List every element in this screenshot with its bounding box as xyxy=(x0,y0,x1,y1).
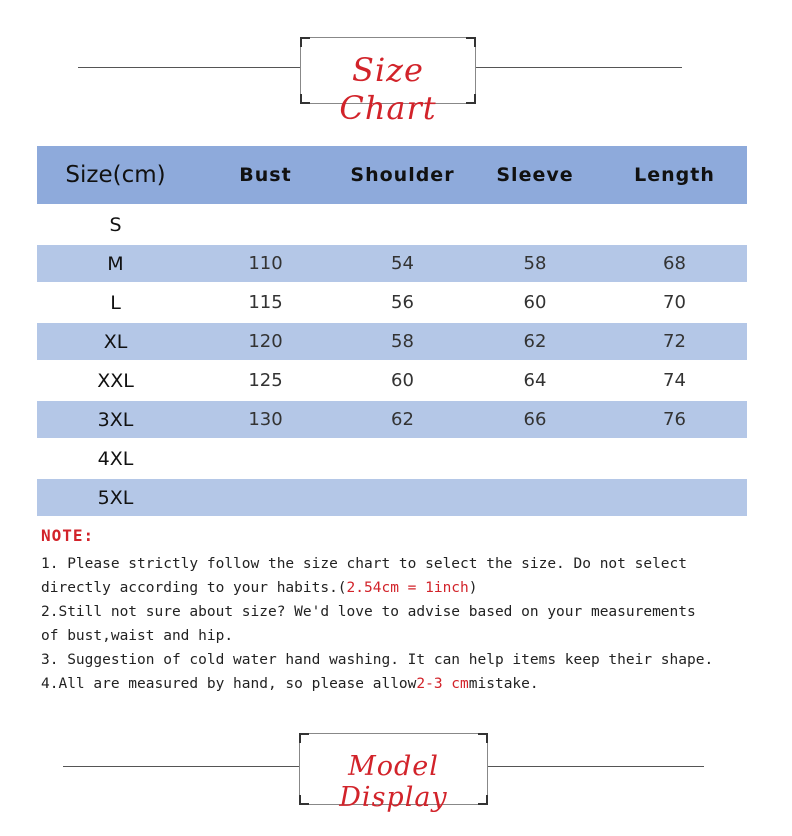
notes-section xyxy=(41,524,761,696)
note-1-line-1: 1. Please strictly follow the size chart to select the size. Do not select xyxy=(41,556,688,572)
divider-right xyxy=(476,67,682,68)
sleeve-cell: 60 xyxy=(468,283,602,322)
length-cell xyxy=(602,205,747,244)
bust-cell: 125 xyxy=(194,361,337,400)
length-cell: 74 xyxy=(602,361,747,400)
table-row xyxy=(37,322,747,361)
sleeve-cell xyxy=(468,439,602,478)
size-cell: XL xyxy=(37,322,194,361)
column-header-shoulder: Shoulder xyxy=(337,146,468,205)
bust-cell xyxy=(194,478,337,516)
divider-left xyxy=(78,67,300,68)
size-chart-title-box xyxy=(300,37,476,127)
length-cell: 76 xyxy=(602,400,747,439)
bust-cell xyxy=(194,439,337,478)
note-4-tolerance: 2-3 cm xyxy=(416,676,469,692)
bust-cell xyxy=(194,205,337,244)
size-cell: 4XL xyxy=(37,439,194,478)
shoulder-cell xyxy=(337,439,468,478)
sleeve-cell: 64 xyxy=(468,361,602,400)
sleeve-cell: 58 xyxy=(468,244,602,283)
size-cell: M xyxy=(37,244,194,283)
sleeve-cell: 66 xyxy=(468,400,602,439)
bust-cell: 130 xyxy=(194,400,337,439)
shoulder-cell xyxy=(337,478,468,516)
model-display-title-box xyxy=(299,733,488,813)
notes-heading: NOTE: xyxy=(41,526,95,545)
size-cell: 3XL xyxy=(37,400,194,439)
column-header-size: Size(cm) xyxy=(37,146,194,205)
note-2-line-2: of bust,waist and hip. xyxy=(41,628,234,644)
table-row xyxy=(37,283,747,322)
note-1-line-2 xyxy=(41,576,761,600)
table-header xyxy=(37,146,747,205)
table-row xyxy=(37,439,747,478)
table-row xyxy=(37,244,747,283)
sleeve-cell xyxy=(468,478,602,516)
note-4-end: mistake. xyxy=(468,676,539,692)
page-title: Size Chart xyxy=(339,51,437,127)
shoulder-cell xyxy=(337,205,468,244)
size-cell: 5XL xyxy=(37,478,194,516)
bust-cell: 110 xyxy=(194,244,337,283)
note-1-close: ) xyxy=(468,580,478,596)
shoulder-cell: 62 xyxy=(337,400,468,439)
bust-cell: 115 xyxy=(194,283,337,322)
section-title: Model Display xyxy=(339,751,448,813)
sleeve-cell: 62 xyxy=(468,322,602,361)
note-3: 3. Suggestion of cold water hand washing. It can help items keep their shape. xyxy=(41,652,714,668)
shoulder-cell: 58 xyxy=(337,322,468,361)
size-cell: L xyxy=(37,283,194,322)
shoulder-cell: 54 xyxy=(337,244,468,283)
bust-cell: 120 xyxy=(194,322,337,361)
divider-left xyxy=(63,766,299,767)
note-1-conversion: 2.54cm = 1inch xyxy=(346,580,469,596)
sleeve-cell xyxy=(468,205,602,244)
length-cell xyxy=(602,478,747,516)
note-2-line-1: 2.Still not sure about size? We'd love to advise based on your measurements xyxy=(41,604,696,620)
note-4 xyxy=(41,672,761,696)
note-4-text: 4.All are measured by hand, so please allow xyxy=(41,676,417,692)
shoulder-cell: 56 xyxy=(337,283,468,322)
divider-right xyxy=(488,766,704,767)
length-cell: 70 xyxy=(602,283,747,322)
table-row xyxy=(37,205,747,244)
column-header-sleeve: Sleeve xyxy=(468,146,602,205)
shoulder-cell: 60 xyxy=(337,361,468,400)
table-row xyxy=(37,400,747,439)
size-cell: XXL xyxy=(37,361,194,400)
length-cell: 72 xyxy=(602,322,747,361)
size-table xyxy=(37,146,747,516)
length-cell xyxy=(602,439,747,478)
column-header-bust: Bust xyxy=(194,146,337,205)
note-1-text: directly according to your habits.( xyxy=(41,580,347,596)
table-row xyxy=(37,361,747,400)
column-header-length: Length xyxy=(602,146,747,205)
size-cell: S xyxy=(37,205,194,244)
length-cell: 68 xyxy=(602,244,747,283)
table-row xyxy=(37,478,747,516)
